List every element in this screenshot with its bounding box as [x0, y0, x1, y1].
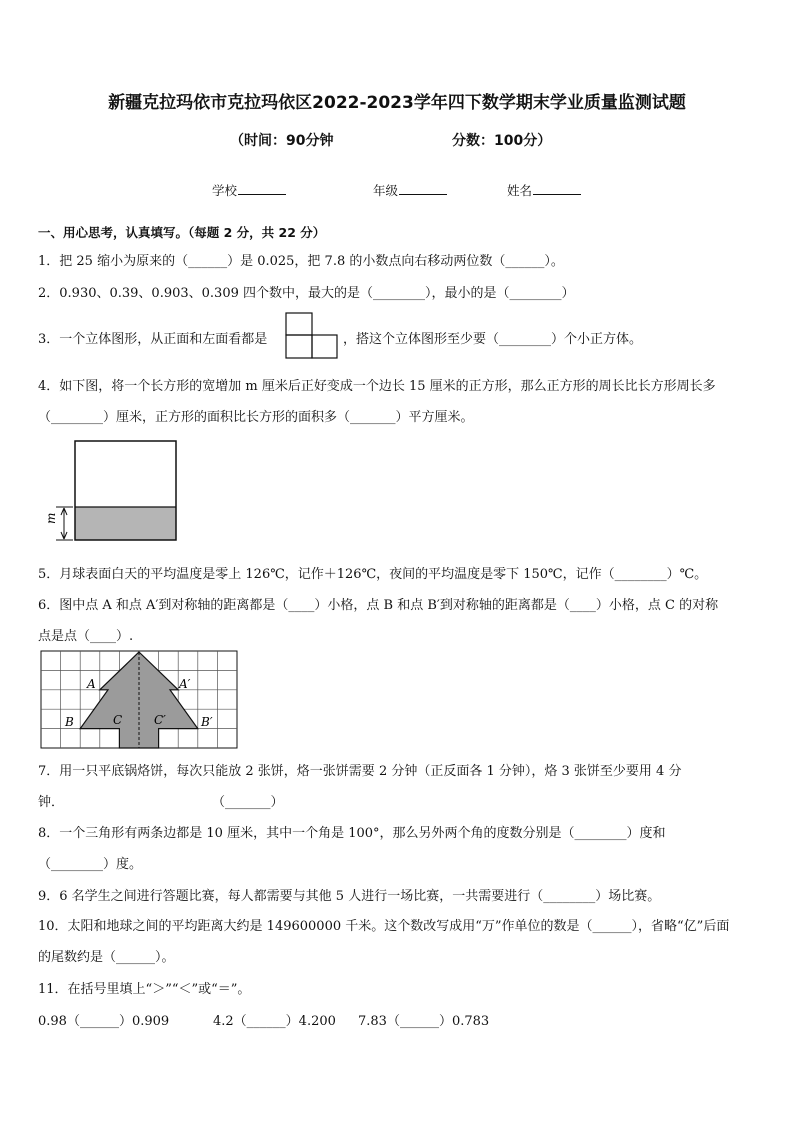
- m-label: m: [44, 512, 58, 524]
- question-11: 11．在括号里填上“＞”“＜”或“＝”。: [38, 982, 251, 997]
- symmetry-grid-figure: [40, 650, 240, 750]
- question-3-part2: ，搭这个立体图形至少要（________）个小正方体。: [343, 332, 643, 347]
- compare-item-2: 4.2（______）4.200: [213, 1014, 336, 1029]
- question-8-line2: （________）度。: [38, 857, 143, 872]
- question-1: 1．把 25 缩小为原来的（______）是 0.025，把 7.8 的小数点向右移动两位数（______）。: [38, 254, 564, 269]
- school-label: 学校: [212, 183, 238, 198]
- compare-item-3: 7.83（______）0.783: [358, 1014, 490, 1029]
- view-figure: [285, 312, 339, 360]
- point-a-prime-label: A′: [179, 677, 191, 691]
- question-6-line2: 点是点（____）.: [38, 629, 134, 644]
- name-field[interactable]: [507, 181, 581, 199]
- question-10-line2: 的尾数约是（______）。: [38, 950, 175, 965]
- compare-item-1: 0.98（______）0.909: [38, 1014, 170, 1029]
- point-b-prime-label: B′: [201, 715, 213, 729]
- exam-score: 分数：100分）: [452, 133, 552, 149]
- school-blank[interactable]: [238, 182, 286, 195]
- point-c-label: C: [113, 713, 123, 727]
- added-strip: [75, 507, 176, 540]
- rectangle-figure: [42, 438, 182, 544]
- point-a-label: A: [87, 677, 96, 691]
- name-blank[interactable]: [533, 182, 581, 195]
- grade-blank[interactable]: [399, 182, 447, 195]
- question-5: 5．月球表面白天的平均温度是零上 126℃，记作＋126℃，夜间的平均温度是零下 150℃，记作（________）℃。: [38, 567, 708, 582]
- school-field[interactable]: [212, 181, 286, 199]
- grade-label: 年级: [373, 183, 399, 198]
- question-7-line2: 钟．: [38, 795, 65, 810]
- question-4-line2: （________）厘米，正方形的面积比长方形的面积多（_______）平方厘米。: [38, 410, 474, 425]
- question-8-line1: 8．一个三角形有两条边都是 10 厘米，其中一个角是 100°，那么另外两个角的度数分别是（________）度和: [38, 826, 666, 841]
- question-3-part1: 3．一个立体图形，从正面和左面看都是: [38, 332, 268, 347]
- name-label: 姓名: [507, 183, 533, 198]
- page-title: 新疆克拉玛依市克拉玛依区2022-2023学年四下数学期末学业质量监测试题: [108, 93, 686, 113]
- point-c-prime-label: C′: [154, 713, 166, 727]
- section-heading: 一、用心思考，认真填写。（每题 2 分，共 22 分）: [38, 225, 326, 240]
- question-7-blank: （_______）: [212, 795, 284, 810]
- question-9: 9．6 名学生之间进行答题比赛，每人都需要与其他 5 人进行一场比赛，一共需要进行（________）场比赛。: [38, 889, 661, 904]
- question-6-line1: 6．图中点 A 和点 A′到对称轴的距离都是（____）小格，点 B 和点 B′到对称轴的距离都是（____）小格，点 C 的对称: [38, 598, 719, 613]
- question-4-line1: 4．如下图，将一个长方形的宽增加 m 厘米后正好变成一个边长 15 厘米的正方形，那么正方形的周长比长方形周长多: [38, 379, 716, 394]
- question-2: 2．0.930、0.39、0.903、0.309 四个数中，最大的是（________），最小的是（________）: [38, 286, 575, 301]
- question-10-line1: 10．太阳和地球之间的平均距离大约是 149600000 千米。这个数改写成用“万”作单位的数是（______），省略“亿”后面: [38, 919, 730, 934]
- exam-time: （时间：90分钟: [230, 133, 334, 149]
- point-b-label: B: [65, 715, 74, 729]
- question-7-line1: 7．用一只平底锅烙饼，每次只能放 2 张饼，烙一张饼需要 2 分钟（正反面各 1 分钟），烙 3 张饼至少要用 4 分: [38, 764, 682, 779]
- grade-field[interactable]: [373, 181, 447, 199]
